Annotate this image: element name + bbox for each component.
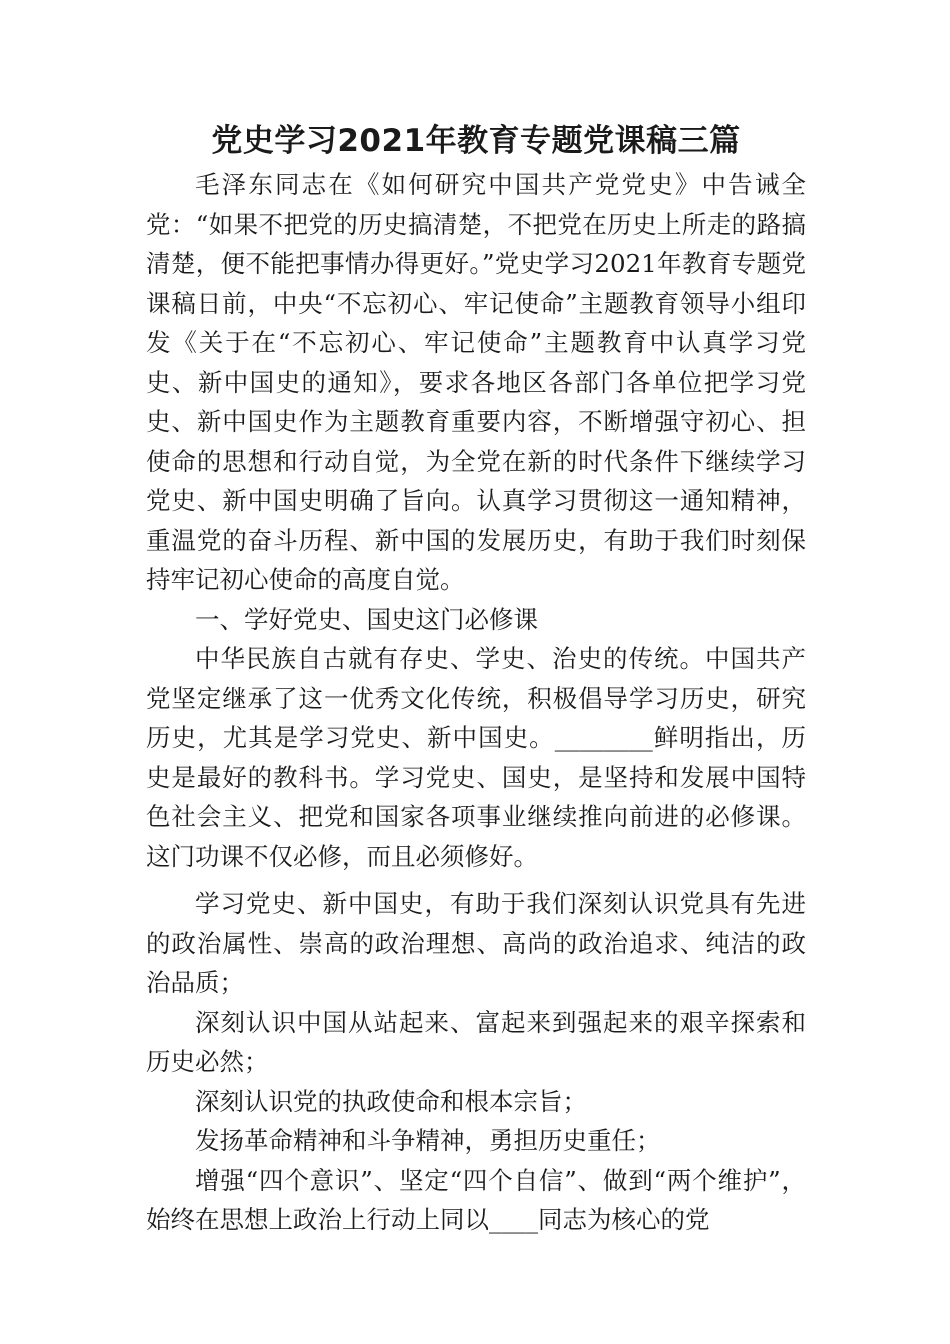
paragraph-spirit: 发扬革命精神和斗争精神，勇担历史重任； [195,1126,661,1155]
section-heading-1: 一、学好党史、国史这门必修课 [195,604,538,634]
paragraph-mission: 深刻认识党的执政使命和根本宗旨； [195,1086,587,1116]
paragraph-intro: 毛泽东同志在《如何研究中国共产党党史》中告诫全党：“如果不把党的历史搞清楚，不把党在历史上所走的路搞清楚，便不能把事情办得更好。”党史学习2021年教育专题党课稿日前，中央“不忘初心、牢记使命”主题教育领导小组印发《关于在“不忘初心、牢记使命”主题教育中认真学习党史、新中国史的通知》，要求各地区各部门各单位把学习党史、新中国史作为主题教育重要内容，不断增强守初心、担使命的思想和行动自觉，为全党在新的时代条件下继续学习党史、新中国史明确了旨向。认真学习贯彻这一通知精神，重温党的奋斗历程、新中国的发展历史，有助于我们时刻保持牢记初心使命的高度自觉。 [146,170,806,594]
paragraph-four-consciousness: 增强“四个意识”、坚定“四个自信”、做到“两个维护”，始终在思想上政治上行动上同以____同志为核心的党 [146,1165,806,1234]
paragraph-tradition: 中华民族自古就有存史、学史、治史的传统。中国共产党坚定继承了这一优秀文化传统，积极倡导学习历史，研究历史，尤其是学习党史、新中国史。________鲜明指出，历史是最好的教科书。学习党史、国史，是坚持和发展中国特色社会主义、把党和国家各项事业继续推向前进的必修课。这门功课不仅必修，而且必须修好。 [146,644,806,871]
document-title: 党史学习2021年教育专题党课稿三篇 [211,123,741,159]
paragraph-history-necessity: 深刻认识中国从站起来、富起来到强起来的艰辛探索和历史必然； [146,1007,806,1076]
document-page [146,118,806,1240]
paragraph-significance: 学习党史、新中国史，有助于我们深刻认识党具有先进的政治属性、崇高的政治理想、高尚的政治追求、纯洁的政治品质； [146,889,806,997]
